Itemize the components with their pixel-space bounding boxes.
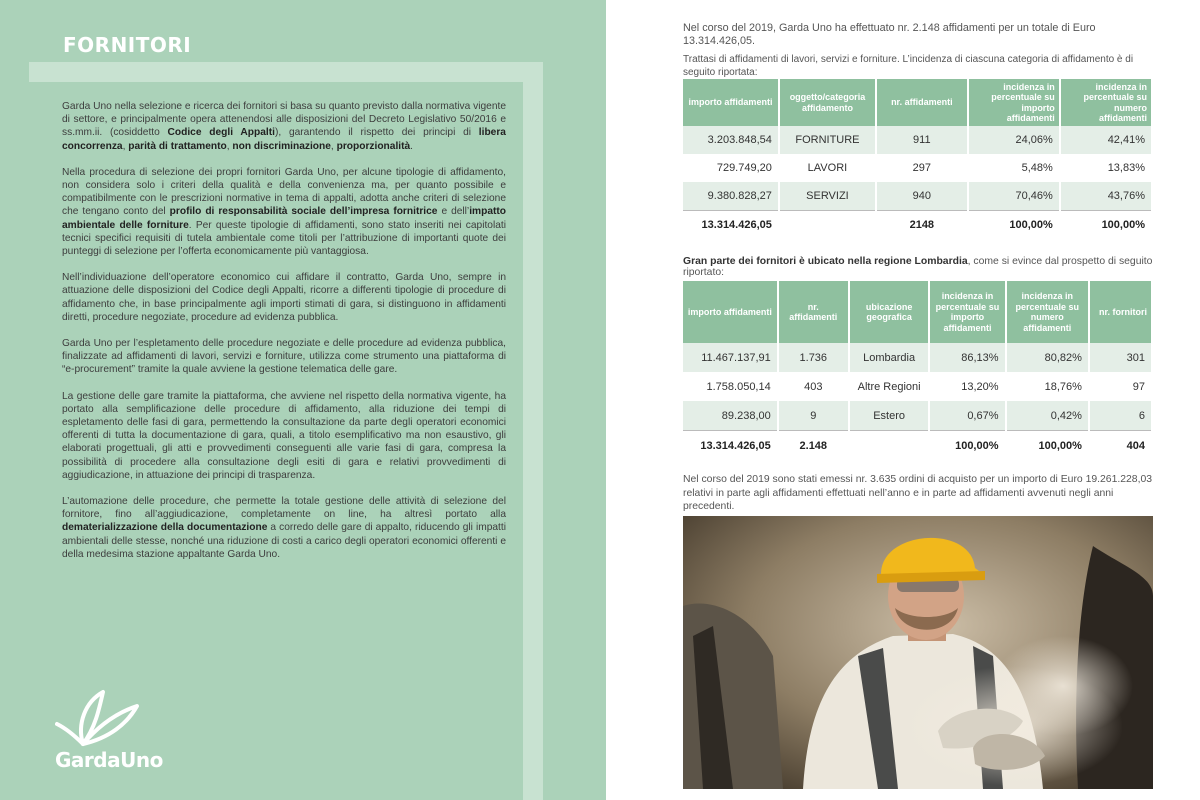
paragraph-text: , [226, 140, 233, 152]
table-header: ubicazione geografica [849, 281, 930, 343]
paragraph-text: Garda Uno nella selezione e ricerca dei fornitori si basa su quanto previsto dalla normativa vigente di settore, e principalmente opera attenendosi alle disposizioni del Decreto Legislativo 50/2016 e ss.mm.ii. (cosiddetto [62, 101, 506, 139]
highlight-text: libera concorrenza [62, 127, 506, 152]
table-header: nr. affidamenti [876, 79, 968, 126]
table-cell: 301 [1089, 343, 1152, 372]
highlight-text: impatto ambientale delle forniture [62, 206, 506, 231]
paragraph-text: Nell’individuazione dell’operatore economico cui affidare il contratto, Garda Uno, sempre in attuazione delle disposizioni del Codice degli Appalti, ricorre a differenti tipologie di procedure di affidamento che, in base principalmente agli importi stimati di gara, si distinguono in affidamenti diretti, procedure negoziate, procedure ad evidenza pubblica. [62, 272, 506, 323]
table-cell: 43,76% [1060, 182, 1152, 211]
worker-photo-illustration [683, 516, 1153, 789]
table-cell: Estero [849, 401, 930, 431]
table-cell: 5,48% [968, 154, 1060, 182]
intro-line-1: Nel corso del 2019, Garda Uno ha effettuato nr. 2.148 affidamenti per un totale di Euro 13.314.426,05. [683, 22, 1096, 47]
table-cell: 42,41% [1060, 126, 1152, 154]
table-header: nr. affidamenti [778, 281, 849, 343]
table-cell: 0,67% [929, 401, 1005, 431]
table-header: incidenza in percentuale su importo affidamenti [968, 79, 1060, 126]
table-cell: 0,42% [1006, 401, 1089, 431]
table-cell: 3.203.848,54 [683, 126, 779, 154]
table-cell: Altre Regioni [849, 372, 930, 401]
table-cell: 100,00% [1060, 211, 1152, 240]
highlight-text: profilo di responsabilità sociale dell’impresa fornitrice [169, 206, 438, 218]
table-header-row [683, 79, 1152, 126]
body-paragraph [62, 337, 506, 377]
table-cell: 11.467.137,91 [683, 343, 778, 372]
intro-text [683, 22, 1163, 84]
table-cell: LAVORI [779, 154, 876, 182]
table-cell: 97 [1089, 372, 1152, 401]
table-header: importo affidamenti [683, 79, 779, 126]
table-cell: 89.238,00 [683, 401, 778, 431]
table-cell: FORNITURE [779, 126, 876, 154]
table-cell: 13,83% [1060, 154, 1152, 182]
table-cell: 2148 [876, 211, 968, 240]
table-cell: 9 [778, 401, 849, 431]
table-cell [849, 431, 930, 461]
highlight-text: non discriminazione [232, 140, 331, 152]
table-cell: 100,00% [929, 431, 1005, 461]
table-header: nr. fornitori [1089, 281, 1152, 343]
body-paragraph [62, 495, 506, 561]
table-cell: Lombardia [849, 343, 930, 372]
table-header: incidenza in percentuale su numero affidamenti [1060, 79, 1152, 126]
region-caption-rest: , come si evince dal prospetto di seguito riportato: [683, 256, 1153, 278]
table-cell: 2.148 [778, 431, 849, 461]
table-header-row [683, 281, 1152, 343]
table-cell: 9.380.828,27 [683, 182, 779, 211]
table-row [683, 126, 1152, 154]
paragraph-text: Garda Uno per l’espletamento delle procedure negoziate e delle procedure ad evidenza pubblica, finalizzate ad affidamenti di lavori, servizi e forniture, utilizza come strumento una piattaforma di “e-procurement” tramite la quale avviene la gestione telematica delle gare. [62, 338, 506, 376]
title-band [29, 62, 543, 82]
body-paragraph [62, 166, 506, 258]
paragraph-text: a corredo delle gare di appalto, riducendo gli impatti ambientali delle stesse, nonché una riduzione di costi a carico degli operatori economici offerenti e della medesima stazione appaltante Garda Uno. [62, 522, 506, 560]
logo-text: GardaUno [55, 748, 163, 772]
table-header: incidenza in percentuale su importo affidamenti [929, 281, 1005, 343]
worker-photo [683, 516, 1153, 789]
table-row [683, 401, 1152, 431]
table-cell: 80,82% [1006, 343, 1089, 372]
table-cell: 1.758.050,14 [683, 372, 778, 401]
paragraph-text: . [410, 140, 414, 152]
paragraph-text: L’automazione delle procedure, che permette la totale gestione delle attività di selezione del fornitore, fino all’aggiudicazione, completamente on line, ha altresì portato alla [62, 496, 506, 521]
highlight-text: dematerializzazione della documentazione [62, 522, 268, 534]
gardauno-logo [55, 684, 175, 776]
table-row [683, 182, 1152, 211]
paragraph-text: , [330, 140, 337, 152]
paragraph-text: ), garantendo il rispetto dei principi di [274, 127, 479, 139]
table-cell: 13,20% [929, 372, 1005, 401]
butterfly-logo-icon [55, 684, 165, 750]
body-text [62, 100, 506, 574]
table-cell: 86,13% [929, 343, 1005, 372]
region-caption-bold: Gran parte dei fornitori è ubicato nella regione Lombardia [683, 256, 968, 267]
orders-paragraph: Nel corso del 2019 sono stati emessi nr. 3.635 ordini di acquisto per un importo di Euro 19.261.228,03 relativi in parte agli affidamenti effettuati nell’anno e in parte ad affidamenti avvenuti negli anni precedenti. [683, 474, 1153, 512]
table-cell: 729.749,20 [683, 154, 779, 182]
table-header: importo affidamenti [683, 281, 778, 343]
table-total-row [683, 431, 1152, 461]
table-cell: 24,06% [968, 126, 1060, 154]
table-cell: 404 [1089, 431, 1152, 461]
table-row [683, 154, 1152, 182]
table-cell: 1.736 [778, 343, 849, 372]
paragraph-text: e dell’ [437, 206, 470, 218]
table-cell: 100,00% [968, 211, 1060, 240]
region-table [683, 281, 1153, 460]
category-table [683, 79, 1153, 239]
table-cell: 13.314.426,05 [683, 211, 779, 240]
decorative-strip [523, 82, 543, 800]
table-cell: 6 [1089, 401, 1152, 431]
body-paragraph [62, 100, 506, 153]
table-total-row [683, 211, 1152, 240]
intro-line-2: Trattasi di affidamenti di lavori, servizi e forniture. L’incidenza di ciascuna categoria di affidamento è di seguito riportata: [683, 54, 1134, 78]
table-cell: 13.314.426,05 [683, 431, 778, 461]
table-cell: 18,76% [1006, 372, 1089, 401]
paragraph-text: Nella procedura di selezione dei propri fornitori Garda Uno, per alcune tipologie di affidamento, non considera solo i criteri della qualità e della convenienza ma, per quanto possibile e compatibilmente con le prescrizioni normative in tema di appalti, adotta anche criteri di selezione che tengano conto del [62, 166, 506, 218]
table-header: oggetto/categoria affidamento [779, 79, 876, 126]
table-row [683, 343, 1152, 372]
table-header: incidenza in percentuale su numero affidamenti [1006, 281, 1089, 343]
table-cell: 100,00% [1006, 431, 1089, 461]
body-paragraph [62, 271, 506, 324]
page-title: FORNITORI [63, 33, 192, 57]
paragraph-text: , [122, 140, 129, 152]
paragraph-text: La gestione delle gare tramite la piattaforma, che avviene nel rispetto della normativa vigente, ha portato alla semplificazione delle procedure di affidamento, alla riduzione dei tempi di espletamento delle fasi di gara, permettendo la consultazione da parte degli operatori economici offerenti di tutta la documentazione di gara, quali, a titolo esemplificativo ma non esaustivo, gli elaborati progettuali, gli atti e provvedimenti conseguenti alle varie fasi di gara, compresa la possibilità di procedere alla consultazione degli esiti di gara e relativi provvedimenti di aggiudicazione, in attuazione dei principi di trasparenza. [62, 390, 506, 481]
table-row [683, 372, 1152, 401]
paragraph-text: . Per queste tipologie di affidamenti, sono stato inseriti nei capitolati tecnici specifici requisiti di tutela ambientale come titoli per l’attribuzione di importanti quote dei punteggi di selezione per l’offerta economicamente più vantaggiosa. [62, 219, 506, 258]
table-cell: 297 [876, 154, 968, 182]
highlight-text: parità di trattamento [128, 140, 227, 152]
table-cell: 70,46% [968, 182, 1060, 211]
region-caption [683, 256, 1163, 278]
body-paragraph [62, 390, 506, 482]
highlight-text: proporzionalità [336, 140, 411, 152]
table-cell: SERVIZI [779, 182, 876, 211]
table-cell: 911 [876, 126, 968, 154]
right-page [606, 0, 1200, 800]
highlight-text: Codice degli Appalti [167, 127, 275, 139]
table-cell: 403 [778, 372, 849, 401]
table-cell: 940 [876, 182, 968, 211]
table-cell [779, 211, 876, 240]
